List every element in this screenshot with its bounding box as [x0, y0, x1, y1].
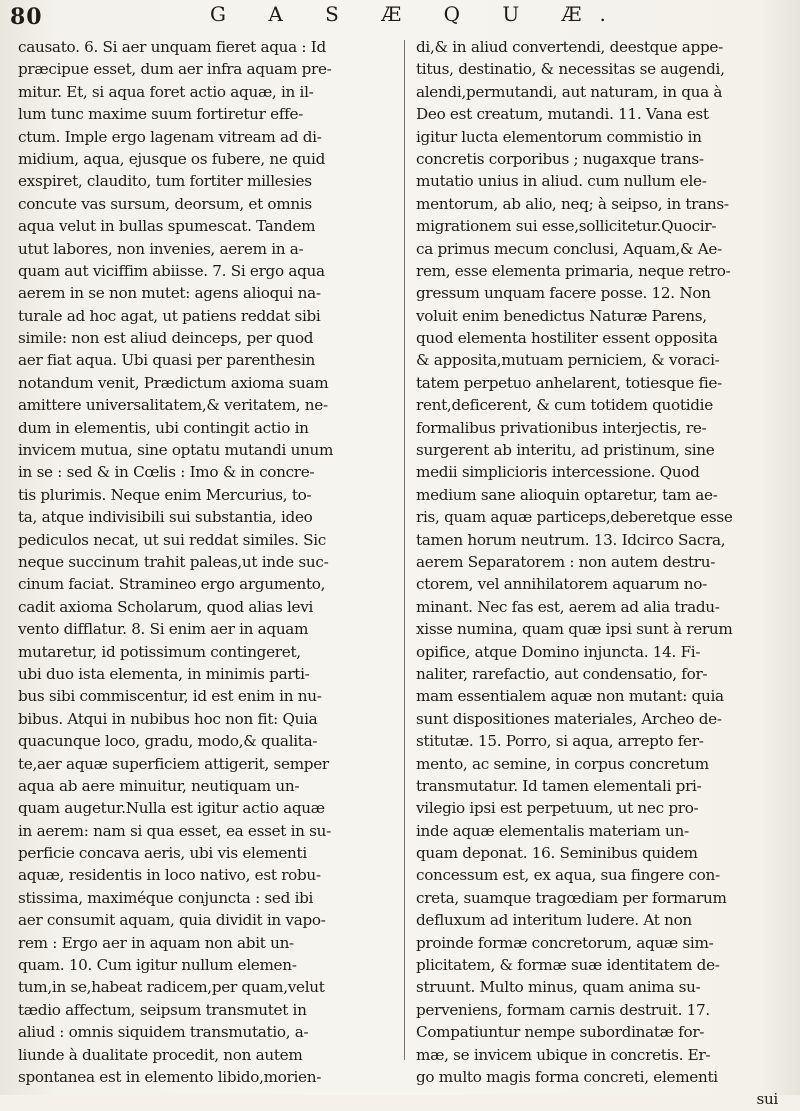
text-line: tis plurimis. Neque enim Mercurius, to-: [18, 485, 312, 504]
text-line: naliter, rarefactio, aut condensatio, for-: [416, 664, 708, 683]
text-line: ctum. Imple ergo lagenam vitream ad di-: [18, 127, 322, 146]
text-line: mentorum, ab alio, neq; à seipso, in trans-: [416, 194, 729, 213]
text-line: aquæ, residentis in loco nativo, est robu-: [18, 866, 321, 885]
text-line: Compatiuntur nempe subordinatæ for-: [416, 1023, 705, 1042]
catchword: sui: [756, 1090, 778, 1109]
text-line: transmutatur. Id tamen elementali pri-: [416, 776, 702, 795]
text-line: vento difflatur. 8. Si enim aer in aquam: [18, 620, 309, 639]
right-column: [416, 36, 786, 1111]
text-line: mæ, se invicem ubique in concretis. Er-: [416, 1045, 711, 1064]
text-line: præcipue esset, dum aer infra aquam pre-: [18, 60, 332, 79]
text-line: concessum est, ex aqua, sua fingere con-: [416, 866, 720, 885]
text-line: minant. Nec fas est, aerem ad alia tradu-: [416, 597, 720, 616]
text-line: aerem in se non mutet: agens alioqui na-: [18, 284, 321, 303]
text-line: plicitatem, & formæ suæ identitatem de-: [416, 956, 720, 975]
text-line: mento, ac semine, in corpus concretum: [416, 754, 709, 773]
text-line: turale ad hoc agat, ut patiens reddat sibi: [18, 306, 321, 325]
text-line: in aerem: nam si qua esset, ea esset in su-: [18, 821, 331, 840]
text-line: rem, esse elementa primaria, neque retro-: [416, 261, 731, 280]
text-line: ta, atque indivisibili sui substantia, ideo: [18, 508, 313, 527]
text-line: alendi,permutandi, aut naturam, in qua à: [416, 82, 723, 101]
text-line: notandum venit, Prædictum axioma suam: [18, 373, 329, 392]
text-line: aer consumit aquam, quia dividit in vapo-: [18, 911, 326, 930]
text-line: tatem perpetuo anhelarent, totiesque fie-: [416, 373, 722, 392]
text-line: ctorem, vel annihilatorem aquarum no-: [416, 575, 707, 594]
text-line: aqua ab aere minuitur, neutiquam un-: [18, 776, 300, 795]
text-line: te,aer aquæ superficiem attigerit, semper: [18, 754, 329, 773]
page-number: 80: [10, 4, 43, 30]
text-line: medium sane alioquin optaretur, tam ae-: [416, 485, 718, 504]
text-line: creta, suamque tragœdiam per formarum: [416, 888, 727, 907]
text-line: rem : Ergo aer in aquam non abit un-: [18, 933, 294, 952]
text-line: igitur lucta elementorum commistio in: [416, 127, 702, 146]
text-line: aliud : omnis siquidem transmutatio, a-: [18, 1023, 309, 1042]
text-line: struunt. Multo minus, quam anima su-: [416, 978, 701, 997]
text-line: amittere universalitatem,& veritatem, ne-: [18, 396, 328, 415]
text-line: in se : sed & in Cœlis : Imo & in concre-: [18, 463, 315, 482]
text-line: medii simplicioris intercessione. Quod: [416, 463, 700, 482]
text-line: formalibus privationibus interjectis, re-: [416, 418, 707, 437]
text-line: gressum unquam facere posse. 12. Non: [416, 284, 711, 303]
text-line: defluxum ad interitum ludere. At non: [416, 911, 692, 930]
text-line: concretis corporibus ; nugaxque trans-: [416, 149, 704, 168]
text-line: quam aut viciffim abiisse. 7. Si ergo aqua: [18, 261, 325, 280]
text-line: quod elementa hostiliter essent opposita: [416, 329, 718, 348]
column-divider: [404, 40, 405, 1060]
text-line: cadit axioma Scholarum, quod alias levi: [18, 597, 314, 616]
text-line: pediculos necat, ut sui reddat similes. Sic: [18, 530, 327, 549]
text-line: quacunque loco, gradu, modo,& qualita-: [18, 732, 318, 751]
text-line: ca primus mecum conclusi, Aquam,& Ae-: [416, 239, 722, 258]
text-line: tamen horum neutrum. 13. Idcirco Sacra,: [416, 530, 726, 549]
text-line: mitur. Et, si aqua foret actio aquæ, in il-: [18, 82, 314, 101]
text-line: stitutæ. 15. Porro, si aqua, arrepto fer-: [416, 732, 704, 751]
text-line: vilegio ipsi est perpetuum, ut nec pro-: [416, 799, 699, 818]
text-line: mutaretur, id potissimum contingeret,: [18, 642, 301, 661]
text-line: titus, destinatio, & necessitas se augendi,: [416, 60, 725, 79]
text-line: mutatio unius in aliud. cum nullum ele-: [416, 172, 707, 191]
text-line: quam. 10. Cum igitur nullum elemen-: [18, 956, 297, 975]
running-title: G A S Æ Q U Æ.: [210, 2, 624, 26]
text-line: bibus. Atqui in nubibus hoc non fit: Quia: [18, 709, 318, 728]
text-line: aerem Separatorem : non autem destru-: [416, 552, 716, 571]
text-line: Deo est creatum, mutandi. 11. Vana est: [416, 105, 709, 124]
text-line: tum,in se,habeat radicem,per quam,velut: [18, 978, 325, 997]
text-line: aer fiat aqua. Ubi quasi per parenthesin: [18, 351, 316, 370]
text-line: opifice, atque Domino injuncta. 14. Fi-: [416, 642, 701, 661]
text-line: lum tunc maxime suum fortiretur effe-: [18, 105, 304, 124]
text-line: & apposita,mutuam perniciem, & voraci-: [416, 351, 720, 370]
text-line: liunde à dualitate procedit, non autem: [18, 1045, 303, 1064]
text-line: perveniens, formam carnis destruit. 17.: [416, 1000, 710, 1019]
text-line: cinum faciat. Stramineo ergo argumento,: [18, 575, 326, 594]
text-line: neque succinum trahit paleas,ut inde suc-: [18, 552, 329, 571]
text-line: surgerent ab interitu, ad pristinum, sine: [416, 441, 715, 460]
text-line: voluit enim benedictus Naturæ Parens,: [416, 306, 707, 325]
text-line: exspiret, claudito, tum fortiter millesies: [18, 172, 312, 191]
left-column: [18, 36, 388, 1088]
text-columns: [18, 36, 796, 1109]
text-line: midium, aqua, ejusque os fubere, ne quid: [18, 149, 325, 168]
text-line: xisse numina, quam quæ ipsi sunt à rerum: [416, 620, 733, 639]
text-line: proinde formæ concretorum, aquæ sim-: [416, 933, 714, 952]
page-header: [0, 2, 800, 36]
text-line: simile: non est aliud deinceps, per quod: [18, 329, 314, 348]
text-line: mam essentialem aquæ non mutant: quia: [416, 687, 724, 706]
text-line: quam augetur.Nulla est igitur actio aquæ: [18, 799, 325, 818]
text-line: go multo magis forma concreti, elementi: [416, 1067, 718, 1086]
text-line: perficie concava aeris, ubi vis elementi: [18, 844, 307, 863]
text-line: dum in elementis, ubi contingit actio in: [18, 418, 309, 437]
text-line: stissima, maximéque conjuncta : sed ibi: [18, 888, 314, 907]
text-line: rent,deficerent, & cum totidem quotidie: [416, 396, 713, 415]
text-line: di,& in aliud convertendi, deestque appe-: [416, 38, 723, 56]
text-line: aqua velut in bullas spumescat. Tandem: [18, 217, 316, 236]
text-line: utut labores, non invenies, aerem in a-: [18, 239, 304, 258]
text-line: ubi duo ista elementa, in minimis parti-: [18, 664, 310, 683]
text-line: spontanea est in elemento libido,morien-: [18, 1067, 322, 1086]
text-line: bus sibi commiscentur, id est enim in nu-: [18, 687, 322, 706]
text-line: concute vas sursum, deorsum, et omnis: [18, 194, 312, 213]
text-line: sunt dispositiones materiales, Archeo de-: [416, 709, 722, 728]
text-line: migrationem sui esse,sollicitetur.Quocir-: [416, 217, 717, 236]
text-line: inde aquæ elementalis materiam un-: [416, 821, 689, 840]
text-line: quam deponat. 16. Seminibus quidem: [416, 844, 698, 863]
text-line: tædio affectum, seipsum transmutet in: [18, 1000, 307, 1019]
text-line: ris, quam aquæ particeps,deberetque esse: [416, 508, 733, 527]
text-line: causato. 6. Si aer unquam fieret aqua : Id: [18, 38, 326, 56]
text-line: invicem mutua, sine optatu mutandi unum: [18, 441, 334, 460]
